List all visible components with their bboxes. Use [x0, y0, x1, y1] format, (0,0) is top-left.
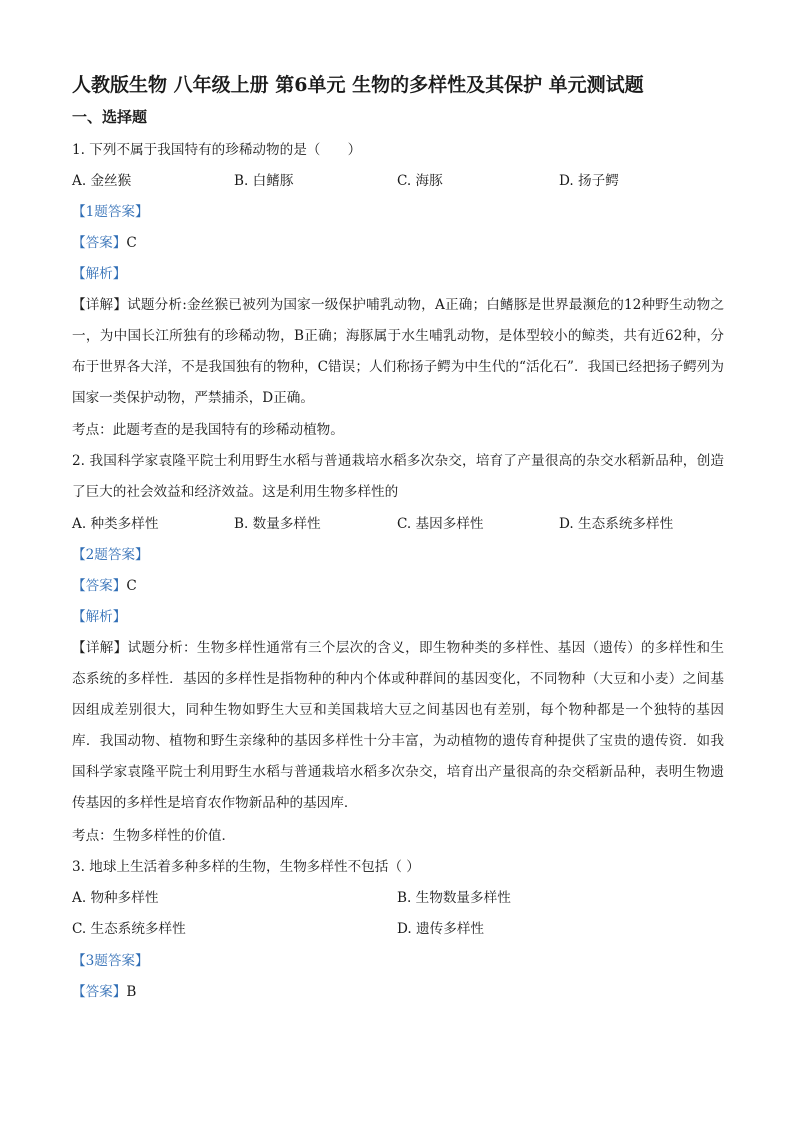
question-2-stem: 2. 我国科学家袁隆平院士利用野生水稻与普通栽培水稻多次杂交，培育了产量很高的杂交水稻新品种，创造了巨大的社会效益和经济效益。这是利用生物多样性的 [72, 453, 724, 500]
question-2-option-d: D. 生态系统多样性 [559, 516, 674, 532]
answer-value: C [126, 235, 137, 251]
answer-value: B [126, 984, 137, 1000]
question-2-option-c: C. 基因多样性 [397, 516, 484, 532]
question-1-analysis-tag: 【解析】 [72, 266, 127, 282]
question-1-note: 考点：此题考查的是我国特有的珍稀动植物。 [72, 422, 344, 438]
question-1-option-d: D. 扬子鳄 [559, 173, 619, 189]
question-3-answer [72, 982, 136, 1002]
question-1-tag: 【1题答案】 [72, 204, 149, 220]
question-1-option-b: B. 白鳍豚 [234, 173, 294, 189]
section-heading: 一、选择题 [72, 108, 148, 126]
question-2-option-b: B. 数量多样性 [234, 516, 321, 532]
answer-label: 【答案】 [72, 578, 127, 594]
question-3-option-d: D. 遗传多样性 [397, 921, 485, 937]
answer-label: 【答案】 [72, 984, 127, 1000]
question-2-answer [72, 576, 137, 596]
question-2-tag: 【2题答案】 [72, 547, 149, 563]
question-2-detail: 【详解】试题分析：生物多样性通常有三个层次的含义，即生物种类的多样性、基因（遗传）的多样性和生态系统的多样性．基因的多样性是指物种的种内个体或种群间的基因变化，不同物种（大豆和小麦）之间基因组成差别很大，同种生物如野生大豆和美国栽培大豆之间基因也有差别，每个物种都是一个独特的基因库．我国动物、植物和野生亲缘种的基因多样性十分丰富，为动植物的遗传育种提供了宝贵的遗传资．如我国科学家袁隆平院士利用野生水稻与普通栽培水稻多次杂交，培育出产量很高的杂交稻新品种，表明生物遗传基因的多样性是培育农作物新品种的基因库． [72, 640, 724, 811]
question-2-analysis-tag: 【解析】 [72, 609, 127, 625]
question-3-option-a: A. 物种多样性 [72, 890, 159, 906]
question-1-option-a: A. 金丝猴 [72, 173, 132, 189]
document-title: 人教版生物 八年级上册 第6单元 生物的多样性及其保护 单元测试题 [72, 74, 644, 96]
answer-label: 【答案】 [72, 235, 127, 251]
question-3-option-b: B. 生物数量多样性 [397, 890, 511, 906]
question-1-answer [72, 233, 137, 253]
answer-value: C [126, 578, 137, 594]
question-1-detail: 【详解】试题分析:金丝猴已被列为国家一级保护哺乳动物，A正确；白鳍豚是世界最濒危的12种野生动物之一，为中国长江所独有的珍稀动物，B正确；海豚属于水生哺乳动物，是体型较小的鲸类，共有近62种，分布于世界各大洋，不是我国独有的物种，C错误；人们称扬子鳄为中生代的“活化石”．我国已经把扬子鳄列为国家一类保护动物，严禁捕杀，D正确。 [72, 297, 724, 406]
question-1-stem: 1. 下列不属于我国特有的珍稀动物的是（ ） [72, 142, 362, 158]
question-2-note: 考点：生物多样性的价值． [72, 828, 236, 844]
question-2-option-a: A. 种类多样性 [72, 516, 159, 532]
question-3-option-c: C. 生态系统多样性 [72, 921, 186, 937]
question-3-tag: 【3题答案】 [72, 953, 149, 969]
question-1-option-c: C. 海豚 [397, 173, 443, 189]
question-3-stem: 3. 地球上生活着多种多样的生物，生物多样性不包括（ ） [72, 859, 420, 875]
